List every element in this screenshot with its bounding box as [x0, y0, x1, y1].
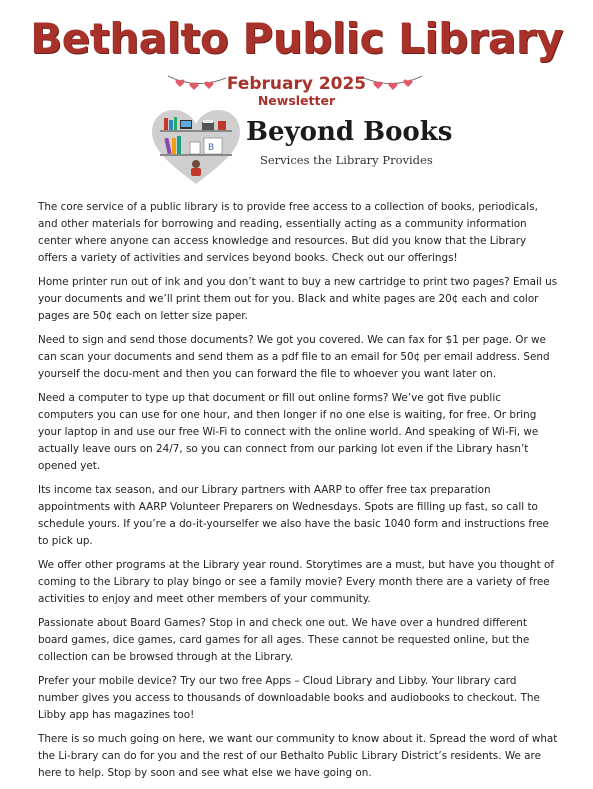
article-body [38, 199, 558, 789]
paragraph-programs: We offer other programs at the Library year round. Storytimes are a must, but have you thought of coming to the Library to play bingo or see a family movie? Every month there are a variety of free activities to enjoy and meet other members of your community. [38, 559, 555, 605]
feature-subtitle: Services the Library Provides [260, 153, 433, 167]
feature-title: Beyond Books [246, 117, 453, 147]
library-heart-illustration [150, 108, 242, 186]
issue-date: February 2025 [226, 74, 367, 94]
paragraph-tax-help: Its income tax season, and our Library partners with AARP to offer free tax preparation appointments with AARP Volunteer Preparers on Wednesdays. Spots are filling up fast, so call to schedule yours. If you’re a do-it-yourselfer we also have the basic 1040 form and instructions free to pick up. [38, 484, 549, 547]
newsletter-label: Newsletter [257, 93, 336, 108]
svg-text:B: B [208, 143, 215, 153]
paragraph-computers-wifi: Need a computer to type up that document or fill out online forms? We’ve got five public computers you can use for one hour, and then longer if no one else is waiting, for free. Or bring your laptop in and use our free Wi-Fi to connect with the online world. And speaking of Wi-Fi, we actually leave ours on 24/7, so you can connect from our parking lot even if the Library hasn’t opened yet. [38, 392, 539, 472]
heart-garland-right-icon [362, 72, 424, 94]
paragraph-board-games: Passionate about Board Games? Stop in and check one out. We have over a hundred different board games, dice games, card games for all ages. These cannot be requested online, but the collection can be browsed through at the Library. [38, 617, 530, 663]
paragraph-fax-scan: Need to sign and send those documents? We got you covered. We can fax for $1 per page. Or we can scan your documents and send them as a pdf file to an email for 50¢ per email address. Send yourself the docu-ment and then you can forward the file to whoever you want later on. [38, 334, 550, 380]
paragraph-closing: There is so much going on here, we want our community to know about it. Spread the word of what the Li-brary can do for you and the rest of our Bethalto Public Library District’s residents. We are here to help. Stop by soon and see what else we have going on. [38, 733, 558, 779]
paragraph-intro: The core service of a public library is to provide free access to a collection of books, periodicals, and other materials for borrowing and reading, essentially acting as a community information center where anyone can access knowledge and resources. But did you know that the Library offers a variety of activities and services beyond books. Check out our offerings! [38, 201, 538, 264]
library-title: Bethalto Public Library [30, 14, 563, 63]
paragraph-printing: Home printer run out of ink and you don’t want to buy a new cartridge to print two pages? Email us your documents and we’ll print them out for you. Black and white pages are 20¢ each and color pages are 50¢ each on letter size paper. [38, 276, 558, 322]
paragraph-apps: Prefer your mobile device? Try our two free Apps – Cloud Library and Libby. Your library card number gives you access to thousands of downloadable books and audiobooks to checkout. The Libby app has magazines too! [38, 675, 540, 721]
